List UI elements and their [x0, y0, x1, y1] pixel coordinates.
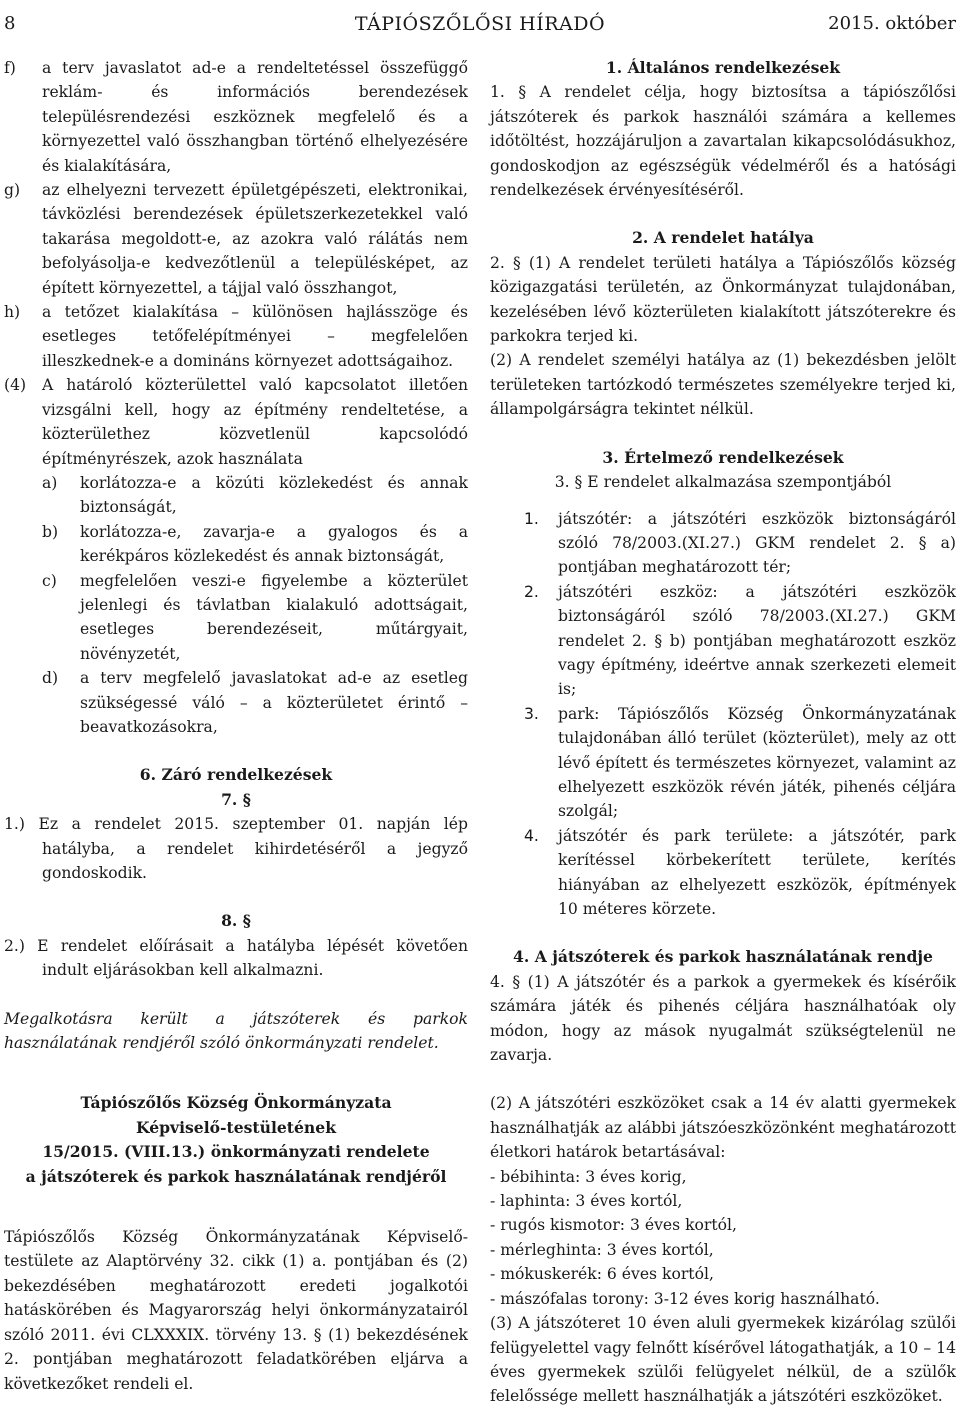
section-4-paragraph-1: 4. § (1) A játszótér és a parkok a gyermekek és kísérőik számára játék és pihenés céljára használhatóak oly módon, hogy az mások nyugalmát szükségtelenül ne zavarja.: [490, 972, 956, 1065]
section-2-paragraph-1: 2. § (1) A rendelet területi hatálya a Tápiószőlős község közigazgatási területén, az Önkormányzat tulajdonában, kezelésében lévő közterületen kialakított játszóterekre és parkokra terjed ki.: [490, 253, 956, 346]
section-title-closing: 6. Záró rendelkezések: [139, 765, 333, 785]
right-column: [490, 56, 956, 1409]
age-limit-item: - mérleghinta: 3 éves kortól,: [490, 1240, 714, 1259]
age-limit-item: - mászófalas torony: 3-12 éves korig használható.: [490, 1289, 880, 1308]
italic-note: Megalkotásra került a játszóterek és parkok használatának rendjéről szóló önkormányzati rendelet.: [4, 1009, 468, 1053]
paragraph-4: (4) A határoló közterülettel való kapcsolatot illetően vizsgálni kell, hogy az építmény rendeltetése, a közterülethez közvetlenül kapcsolódó építményrészek, azok használata: [4, 376, 468, 468]
page-number: 8: [4, 13, 16, 34]
issue-date: 2015. október: [828, 13, 956, 34]
section-4-paragraph-2: (2) A játszótéri eszközöket csak a 14 év alatti gyermekek használhatják az alábbi játszóeszközönként meghatározott életkori határok betartásával:: [490, 1094, 956, 1162]
preamble: Tápiószőlős Község Önkormányzatának Képviselő-testülete az Alaptörvény 32. cikk (1) a. pontjában és (2) bekezdésében meghatározott eredeti jogalkotói hatáskörében és Magyarország helyi önkormányzatairól szóló 2011. évi CLXXXIX. törvény 13. § (1) bekezdésének 2. pontjában meghatározott feladatkörében eljárva a következőket rendeli el.: [4, 1228, 468, 1393]
age-limit-item: - laphinta: 3 éves kortól,: [490, 1192, 683, 1211]
decree-title-line: Tápiószőlős Község Önkormányzata: [80, 1093, 392, 1113]
list-item: d) a terv megfelelő javaslatokat ad-e az esetleg szükségessé váló – a közterületet érintő – beavatkozásokra,: [42, 669, 468, 736]
definition-item: 2. játszótéri eszköz: a játszótéri eszközök biztonságáról szóló 78/2003.(XI.27.) GKM rendelet 2. § b) pontjában meghatározott eszköz vagy építmény, ideértve annak szerkezeti elemeit is;: [524, 582, 956, 699]
newspaper-title: TÁPIÓSZŐLŐSI HÍRADÓ: [354, 13, 606, 35]
paragraph-7-text: 1.) Ez a rendelet 2015. szeptember 01. napján lép hatályba, a rendelet kihirdetéséről a jegyző gondoskodik.: [4, 815, 468, 882]
age-limit-item: - bébihinta: 3 éves korig,: [490, 1167, 687, 1186]
page-header: [0, 0, 960, 44]
list-item: h) a tetőzet kialakítása – különösen hajlásszöge és esetleges tetőfelépítményei – megfelelően illeszkednek-e a domináns környezet adottságaihoz.: [4, 303, 468, 370]
section-3-intro: 3. § E rendelet alkalmazása szempontjából: [554, 473, 892, 492]
section-4-paragraph-3: (3) A játszóteret 10 éven aluli gyermekek kizárólag szülői felügyelettel vagy felnőtt kísérővel látogathatják, a 10 – 14 éves gyermekek szülői felügyelet nélkül, de a szülők felelőssége mellett használhatják a játszótéri eszközöket.: [490, 1314, 956, 1406]
definition-item: 4. játszótér és park területe: a játszótér, park kerítéssel körbekerített területe, kerítés hiányában az elhelyezett eszközök, építmények 10 méteres körzete.: [524, 826, 956, 918]
definition-item: 3. park: Tápiószőlős Község Önkormányzatának tulajdonában álló terület (közterület), mely az ott lévő épített és természetes környezet, valamint az elhelyezett eszközök révén játék, pihenés céljára szolgál;: [524, 704, 956, 821]
decree-title-line: a játszóterek és parkok használatának rendjéről: [25, 1166, 447, 1186]
section-title-3: 3. Értelmező rendelkezések: [602, 447, 844, 467]
definition-item: 1. játszótér: a játszótéri eszközök biztonságáról szóló 78/2003.(XI.27.) GKM rendelet 2. § a) pontjában meghatározott tér;: [524, 509, 956, 577]
section-title-2: 2. A rendelet hatálya: [632, 228, 814, 248]
section-title-1: 1. Általános rendelkezések: [605, 58, 841, 77]
paragraph-7-heading: 7. §: [221, 789, 251, 809]
section-title-4: 4. A játszóterek és parkok használatának rendje: [513, 947, 933, 967]
age-limit-item: - rugós kismotor: 3 éves kortól,: [490, 1216, 737, 1235]
section-2-paragraph-2: (2) A rendelet személyi hatálya az (1) bekezdésben jelölt területeken tartózkodó természetes személyekre terjed ki, állampolgárságra tekintet nélkül.: [490, 351, 956, 419]
decree-title-line: 15/2015. (VIII.13.) önkormányzati rendelete: [42, 1142, 430, 1162]
paragraph-8-text: 2.) E rendelet előírásait a hatályba lépését követően indult eljárásokban kell alkalmazni.: [4, 936, 468, 980]
decree-title-line: Képviselő-testületének: [136, 1117, 336, 1137]
list-item: c) megfelelően veszi-e figyelembe a közterület jelenlegi és távlatban kialakuló adottságait, esetleges berendezéseit, műtárgyait, növényzetét,: [42, 571, 468, 663]
section-1-text: 1. § A rendelet célja, hogy biztosítsa a tápiószőlősi játszóterek és parkok használói számára a kellemes időtöltést, hozzájáruljon a zavartalan kikapcsolódásukhoz, gondoskodjon az egészségük védelméről és a hatósági rendelkezések érvényesítéséről.: [490, 83, 956, 200]
age-limit-item: - mókuskerék: 6 éves kortól,: [490, 1265, 714, 1284]
list-item: f) a terv javaslatot ad-e a rendeltetéssel összefüggő reklám- és információs berendezések településrendezési eszköznek megfelelő és a környezettel való összhangban történő elhelyezésére és kialakítására,: [4, 59, 468, 175]
list-item: g) az elhelyezni tervezett épületgépészeti, elektronikai, távközlési berendezések épületszerkezetekkel való takarása megoldott-e, az azokra való rálátás nem befolyásolja-e kedvezőtlenül a településképet, az épített környezettel, a tájjal való összhangot,: [4, 181, 468, 297]
list-item: b) korlátozza-e, zavarja-e a gyalogos és a kerékpáros közlekedést és annak biztonságát,: [42, 522, 468, 566]
paragraph-8-heading: 8. §: [221, 911, 251, 931]
left-column: [4, 56, 468, 1396]
list-item: a) korlátozza-e a közúti közlekedést és annak biztonságát,: [42, 473, 468, 517]
